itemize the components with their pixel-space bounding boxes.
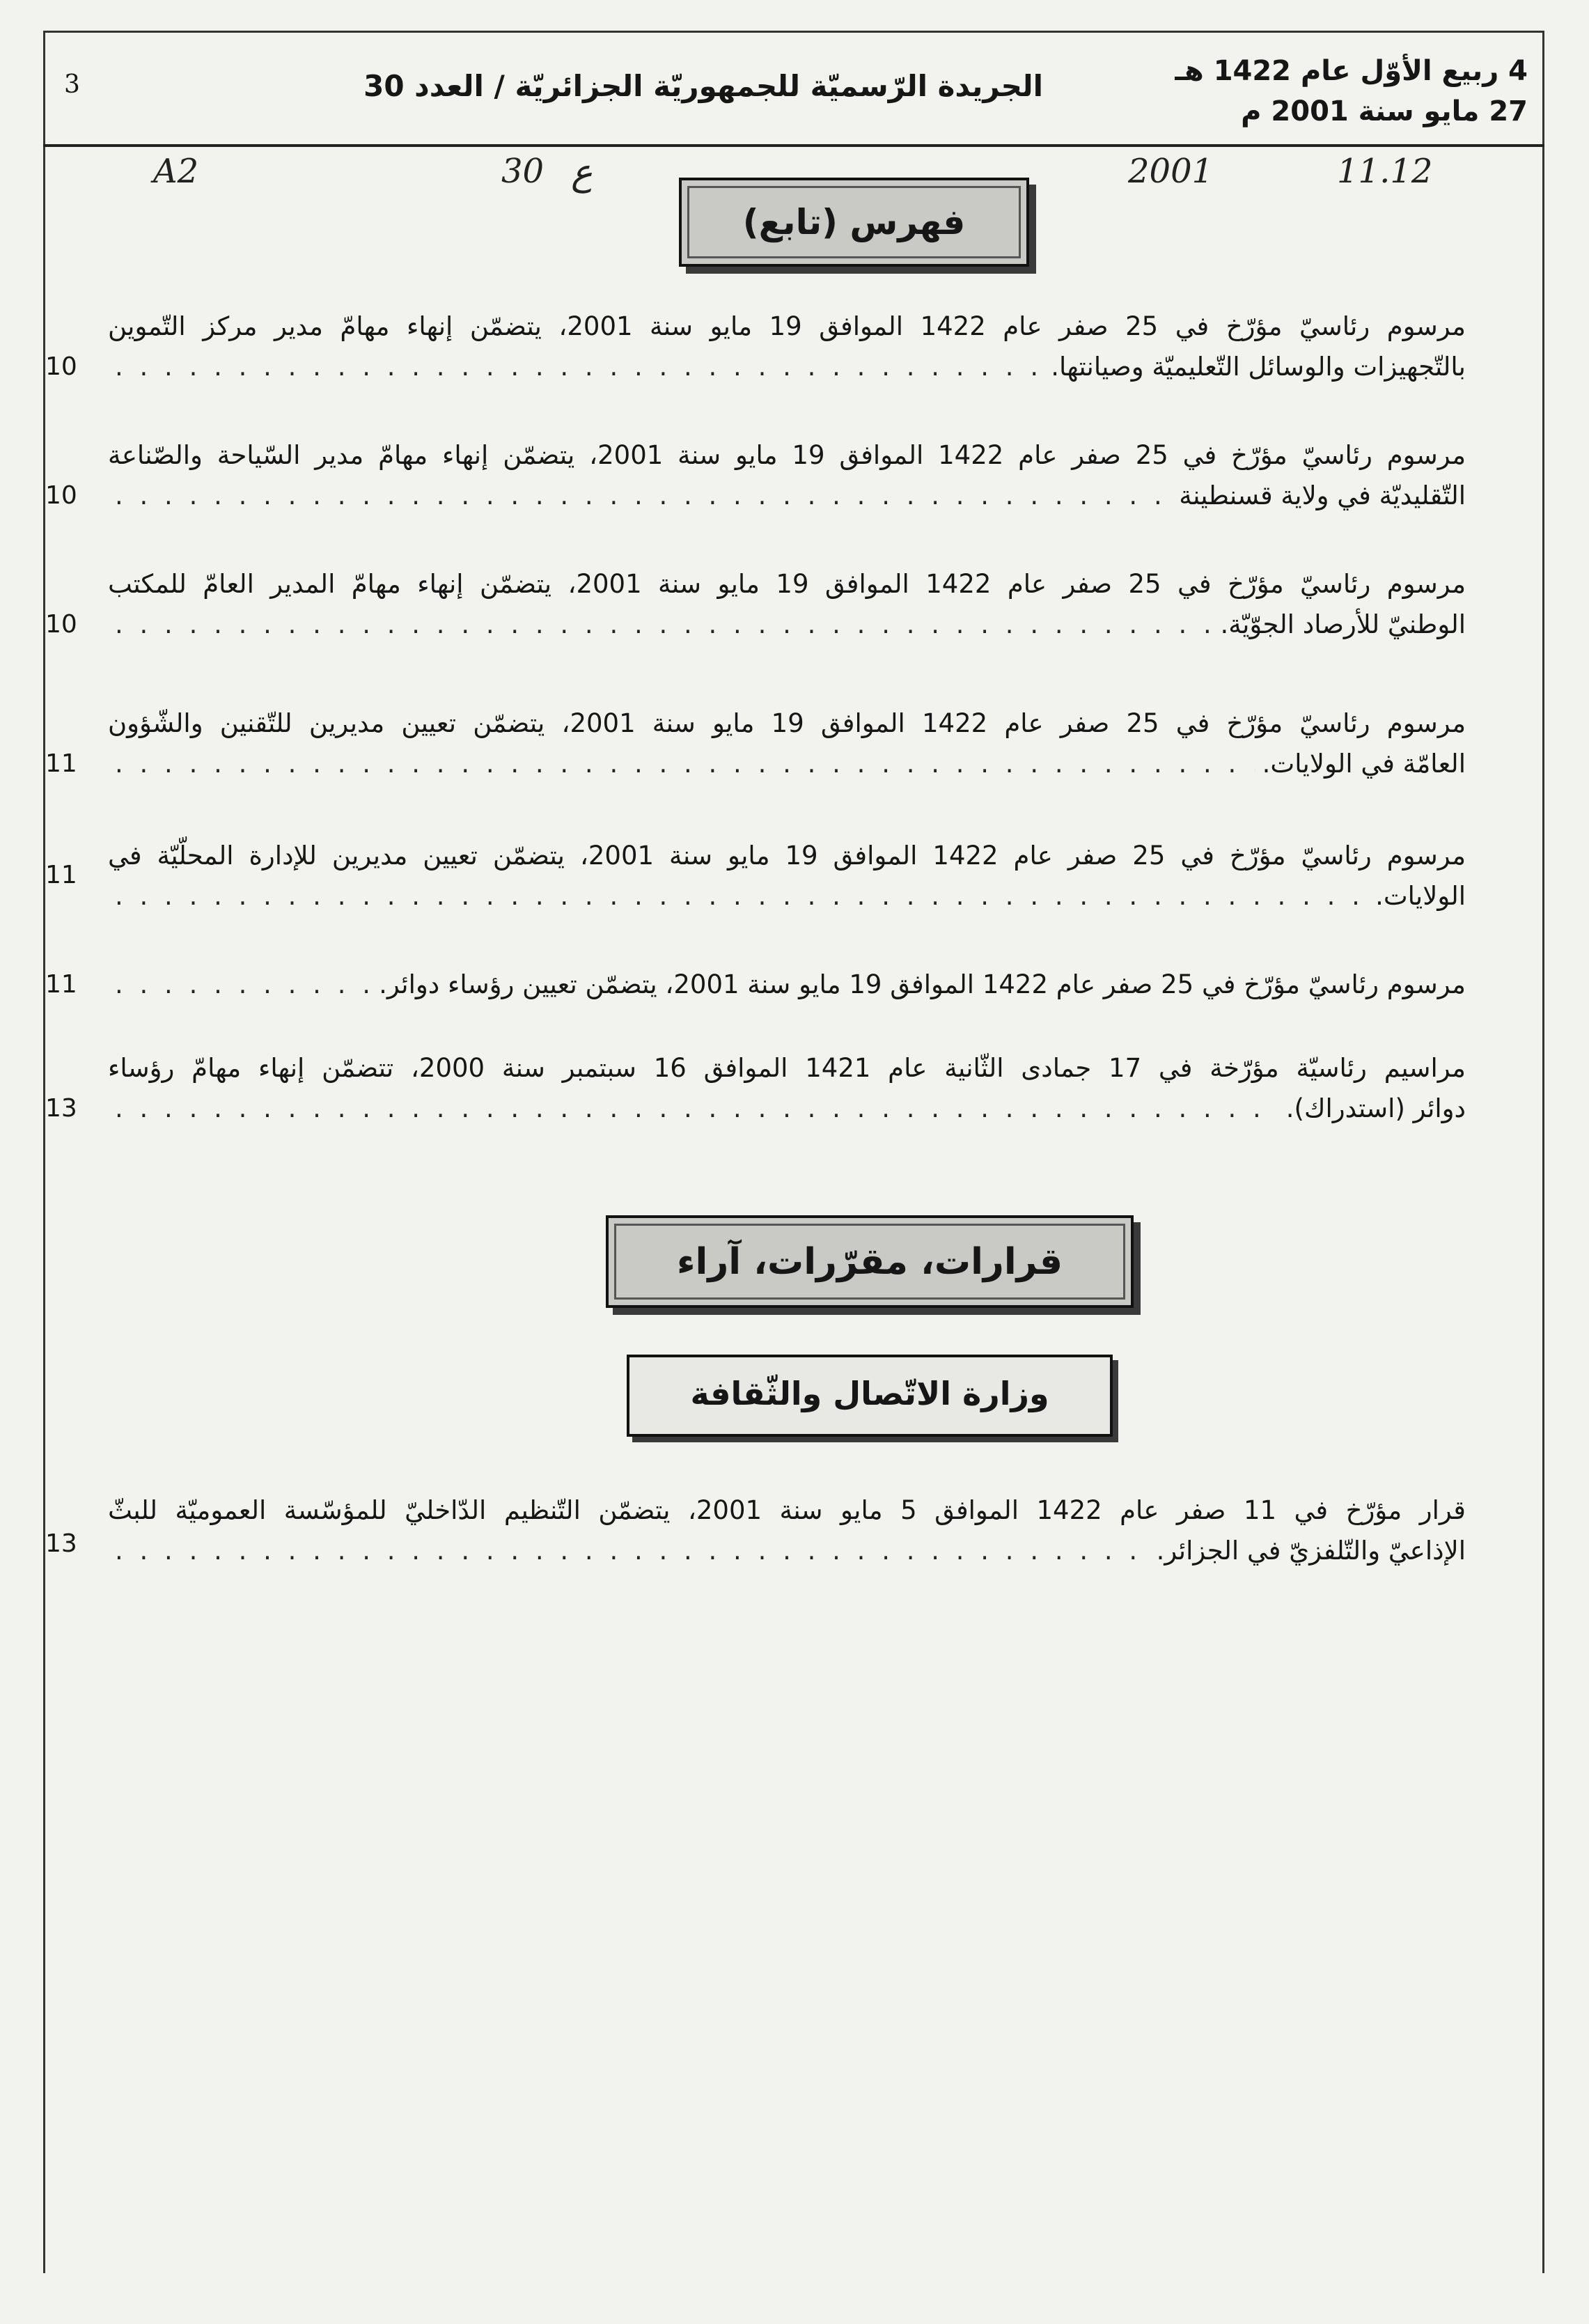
entry-text-line2: العامّة في الولايات. bbox=[1262, 749, 1466, 779]
toc-title: فهرس (تابع) bbox=[742, 202, 966, 242]
entry-text-line1: مرسوم رئاسيّ مؤرّخ في 25 صفر عام 1422 الموافق 19 مايو سنة 2001، يتضمّن إنهاء مهامّ مدير مركز التّموين bbox=[108, 311, 1466, 341]
toc-entry bbox=[45, 836, 1466, 917]
entry-page-number: 11 bbox=[45, 861, 77, 889]
entry-page-number: 11 bbox=[45, 970, 77, 999]
entry-line2 bbox=[108, 347, 1466, 387]
header-dates bbox=[1175, 51, 1528, 132]
entry-text-line2: التّقليديّة في ولاية قسنطينة bbox=[1179, 481, 1466, 510]
toc-entry bbox=[45, 564, 1466, 645]
ministry-title-box bbox=[627, 1355, 1113, 1437]
entry-line1 bbox=[108, 965, 1466, 1005]
handwritten-code: A2 bbox=[153, 152, 199, 191]
toc-entry bbox=[45, 1490, 1466, 1571]
dot-leader bbox=[115, 605, 1214, 645]
gregorian-date: 27 مايو سنة 2001 م bbox=[1241, 95, 1528, 127]
entry-page-number: 10 bbox=[45, 481, 77, 510]
dot-leader bbox=[115, 1531, 1150, 1571]
decisions-title: قرارات، مقرّرات، آراء bbox=[676, 1240, 1063, 1283]
entry-line2 bbox=[108, 1531, 1466, 1571]
entry-line2 bbox=[108, 876, 1466, 917]
dot-leader bbox=[115, 347, 1044, 387]
entry-text-line1: مرسوم رئاسيّ مؤرّخ في 25 صفر عام 1422 الموافق 19 مايو سنة 2001، يتضمّن إنهاء مهامّ مدير السّياحة والصّناعة bbox=[108, 440, 1466, 470]
entry-text-line1: مرسوم رئاسيّ مؤرّخ في 25 صفر عام 1422 الموافق 19 مايو سنة 2001، يتضمّن إنهاء مهامّ المدير العامّ للمكتب bbox=[108, 569, 1466, 599]
entry-page-number: 11 bbox=[45, 749, 77, 778]
entry-text-line1: مراسيم رئاسيّة مؤرّخة في 17 جمادى الثّانية عام 1421 الموافق 16 سبتمبر سنة 2000، تتضمّن إنهاء مهامّ رؤساء bbox=[108, 1053, 1466, 1083]
toc-entry bbox=[45, 965, 1466, 1005]
entry-text-line2: دوائر (استدراك). bbox=[1285, 1093, 1466, 1123]
dot-leader bbox=[115, 876, 1368, 917]
toc-entry bbox=[45, 435, 1466, 516]
ministry-title: وزارة الاتّصال والثّقافة bbox=[690, 1375, 1049, 1412]
entry-line2 bbox=[108, 744, 1466, 784]
toc-entry bbox=[45, 1048, 1466, 1129]
dot-leader bbox=[115, 744, 1255, 784]
dot-leader bbox=[115, 1089, 1279, 1129]
entry-line2 bbox=[108, 476, 1466, 516]
page-number: 3 bbox=[64, 70, 80, 99]
hijri-date: 4 ربيع الأوّل عام 1422 هـ bbox=[1175, 55, 1528, 87]
entry-text-line1: مرسوم رئاسيّ مؤرّخ في 25 صفر عام 1422 الموافق 19 مايو سنة 2001، يتضمّن تعيين مديرين للإدارة المحلّيّة في bbox=[108, 841, 1466, 871]
page-header bbox=[43, 31, 1544, 147]
dot-leader bbox=[115, 476, 1172, 516]
entry-line2 bbox=[108, 1089, 1466, 1129]
toc-entry bbox=[45, 703, 1466, 784]
handwritten-year: 2001 bbox=[1128, 152, 1214, 191]
handwritten-issue: 30 bbox=[501, 152, 545, 191]
entry-line2 bbox=[108, 605, 1466, 645]
handwritten-letter: ع bbox=[571, 152, 593, 194]
entry-text-line1: قرار مؤرّخ في 11 صفر عام 1422 الموافق 5 مايو سنة 2001، يتضمّن التّنظيم الدّاخليّ للمؤسّسة العموميّة للبثّ bbox=[108, 1495, 1466, 1525]
entry-page-number: 13 bbox=[45, 1094, 77, 1123]
journal-title: الجريدة الرّسميّة للجمهوريّة الجزائريّة / العدد 30 bbox=[363, 69, 1043, 103]
toc-entry bbox=[45, 306, 1466, 387]
entry-text-line2: بالتّجهيزات والوسائل التّعليميّة وصيانتها. bbox=[1051, 352, 1466, 382]
dot-leader bbox=[115, 965, 372, 1005]
decisions-title-box bbox=[606, 1215, 1134, 1308]
entry-page-number: 10 bbox=[45, 610, 77, 639]
entry-text-line2: الولايات. bbox=[1375, 881, 1466, 911]
handwritten-mark: 11.12 bbox=[1337, 152, 1433, 191]
entry-page-number: 13 bbox=[45, 1529, 77, 1558]
entry-text-line2: الإذاعيّ والتّلفزيّ في الجزائر. bbox=[1156, 1536, 1466, 1566]
entry-text-line1: مرسوم رئاسيّ مؤرّخ في 25 صفر عام 1422 الموافق 19 مايو سنة 2001، يتضمّن تعيين رؤساء دوائر. bbox=[379, 969, 1466, 999]
entry-text-line2: الوطنيّ للأرصاد الجوّيّة. bbox=[1220, 609, 1466, 639]
entry-text-line1: مرسوم رئاسيّ مؤرّخ في 25 صفر عام 1422 الموافق 19 مايو سنة 2001، يتضمّن تعيين مديرين للتّقنين والشّؤون bbox=[108, 708, 1466, 738]
entry-page-number: 10 bbox=[45, 352, 77, 381]
toc-title-box bbox=[679, 178, 1029, 267]
